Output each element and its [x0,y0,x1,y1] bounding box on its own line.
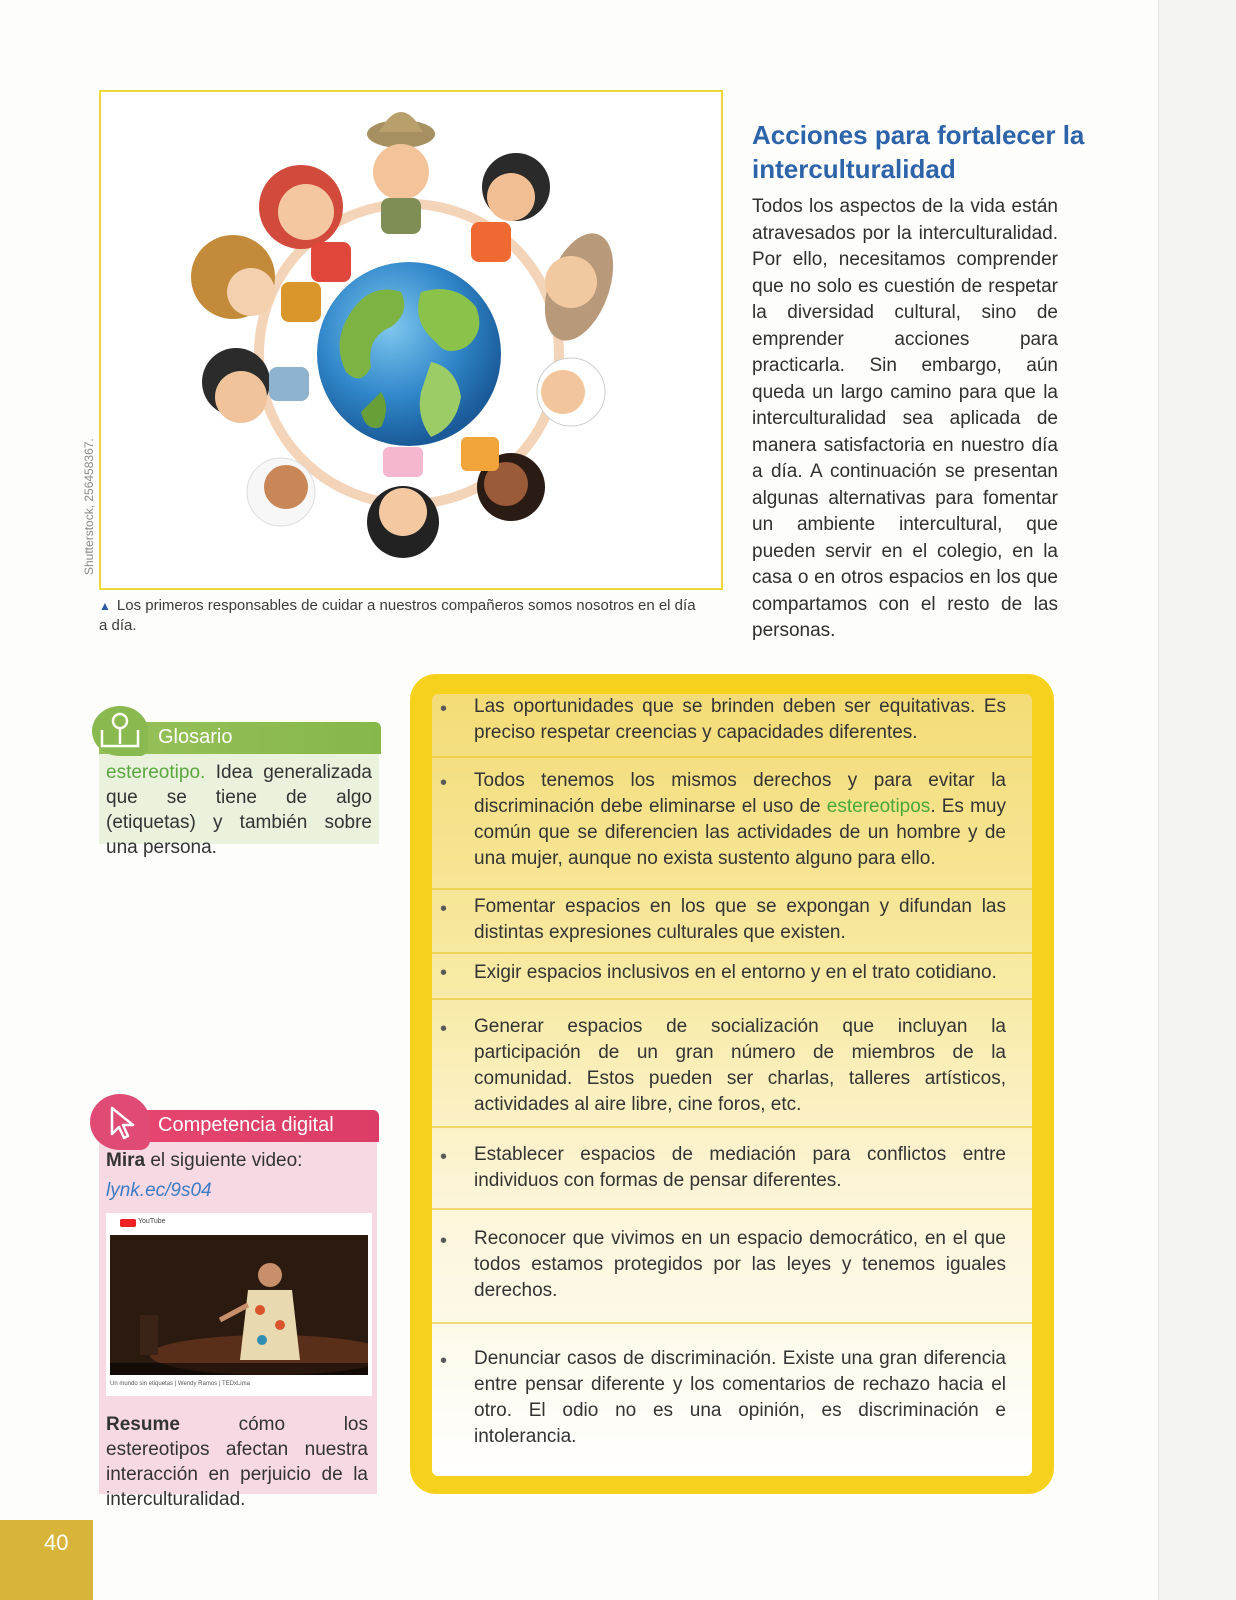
video-frame[interactable] [110,1235,368,1375]
video-controls[interactable] [110,1363,368,1375]
list-item [432,954,1032,1000]
list-item-text-part: Todos tenemos los mismos derechos y para evitar la discriminación debe eliminarse el uso de [474,770,1006,817]
caption-text: Los primeros responsables de cuidar a nuestros compañeros somos nosotros en el día a día. [99,597,696,634]
bullet-icon: • [440,962,448,984]
digital-instruction [106,1150,302,1172]
list-item [432,1128,1032,1210]
caption-triangle-icon: ▲ [99,599,111,613]
digital-title: Competencia digital [158,1114,334,1136]
video-link[interactable]: lynk.ec/9s04 [106,1180,212,1201]
list-item-text: Generar espacios de socialización que incluyan la participación de un gran número de miembros de la comunidad. Estos pueden ser charlas, talleres artísticos, actividades al aire libre, cine foros, etc. [474,1016,1006,1115]
bullet-icon: • [440,698,448,720]
section-body: Todos los aspectos de la vida están atravesados por la interculturalidad. Por ello, necesitamos comprender que no solo es cuestión de respetar la diversidad cultural, sino de emprender acciones para practicarla. Sin embargo, aún queda un largo camino para que la interculturalidad sea aplicada de manera satisfactoria en nuestro día a día. A continuación se presentan algunas alternativas para fomentar un ambiente intercultural, que pueden servir en el colegio, en la casa o en otros espacios en los que compartamos con el resto de las personas. [752,196,1058,641]
task-verb: Resume [106,1414,180,1435]
bullet-icon: • [440,1350,448,1372]
list-item [432,758,1032,890]
glossary-keyword: estereotipos [826,796,931,817]
cursor-icon [90,1094,150,1150]
bullet-icon: • [440,898,448,920]
glossary-badge [92,706,148,756]
list-item-text: Reconocer que vivimos en un espacio democrático, en el que todos estamos protegidos por las leyes y tenemos iguales derechos. [474,1228,1006,1301]
bullet-icon: • [440,1230,448,1252]
glossary-term: estereotipo. [106,762,206,783]
list-item [432,1210,1032,1324]
list-item-text: Denunciar casos de discriminación. Existe una gran diferencia entre pensar diferente y los comentarios de rechazo hacia el otro. El odio no es una opinión, es discriminación e intolerancia. [474,1348,1006,1447]
digital-badge [90,1094,150,1150]
illustration-caption [99,596,699,636]
youtube-wordmark: YouTube [138,1218,166,1225]
list-item-text: Exigir espacios inclusivos en el entorno y en el trato cotidiano. [474,962,997,983]
youtube-logo-icon [120,1219,136,1227]
illustration-frame [99,90,723,590]
task-text: cómo los estereotipos afectan nuestra interacción en perjuicio de la interculturalidad. [106,1414,368,1510]
glossary-title: Glosario [158,726,233,748]
photo-credit: Shutterstock, 256458367. [82,438,96,575]
instruction-text: el siguiente video: [145,1150,303,1171]
instruction-verb: Mira [106,1150,146,1171]
section-heading: Acciones para fortalecer la interculturalidad [752,120,1085,184]
list-item-text: Establecer espacios de mediación para conflictos entre individuos con formas de pensar diferentes. [474,1144,1006,1191]
actions-list [432,694,1032,1476]
glossary-entry [106,760,372,860]
list-item [432,890,1032,954]
list-item-text [474,768,1006,872]
list-item-text: Fomentar espacios en los que se expongan y difundan las distintas expresiones culturales que existen. [474,896,1006,943]
bullet-icon: • [440,772,448,794]
video-title: Un mundo sin etiquetas | Wendy Ramos | TEDxLima [110,1381,250,1387]
video-header [106,1213,372,1233]
book-icon [92,706,148,756]
list-item [432,694,1032,758]
glossary-definition: Idea generalizada que se tiene de algo (etiquetas) y también sobre una persona. [106,762,372,858]
speaker-on-stage-image [110,1235,368,1375]
list-item [432,1324,1032,1476]
bullet-icon: • [440,1018,448,1040]
children-around-globe-illustration [101,92,721,588]
page-number: 40 [44,1530,69,1555]
bullet-icon: • [440,1146,448,1168]
page-edge [1158,0,1236,1600]
list-item-text-part: . Es muy común que se diferencien las actividades de un hombre y de una mujer, aunque no exista sustento alguno para ello. [474,796,1006,869]
video-thumbnail[interactable] [106,1213,372,1396]
list-item [432,1000,1032,1128]
digital-task [106,1412,368,1512]
list-item-text: Las oportunidades que se brinden deben ser equitativas. Es preciso respetar creencias y capacidades diferentes. [474,696,1006,743]
